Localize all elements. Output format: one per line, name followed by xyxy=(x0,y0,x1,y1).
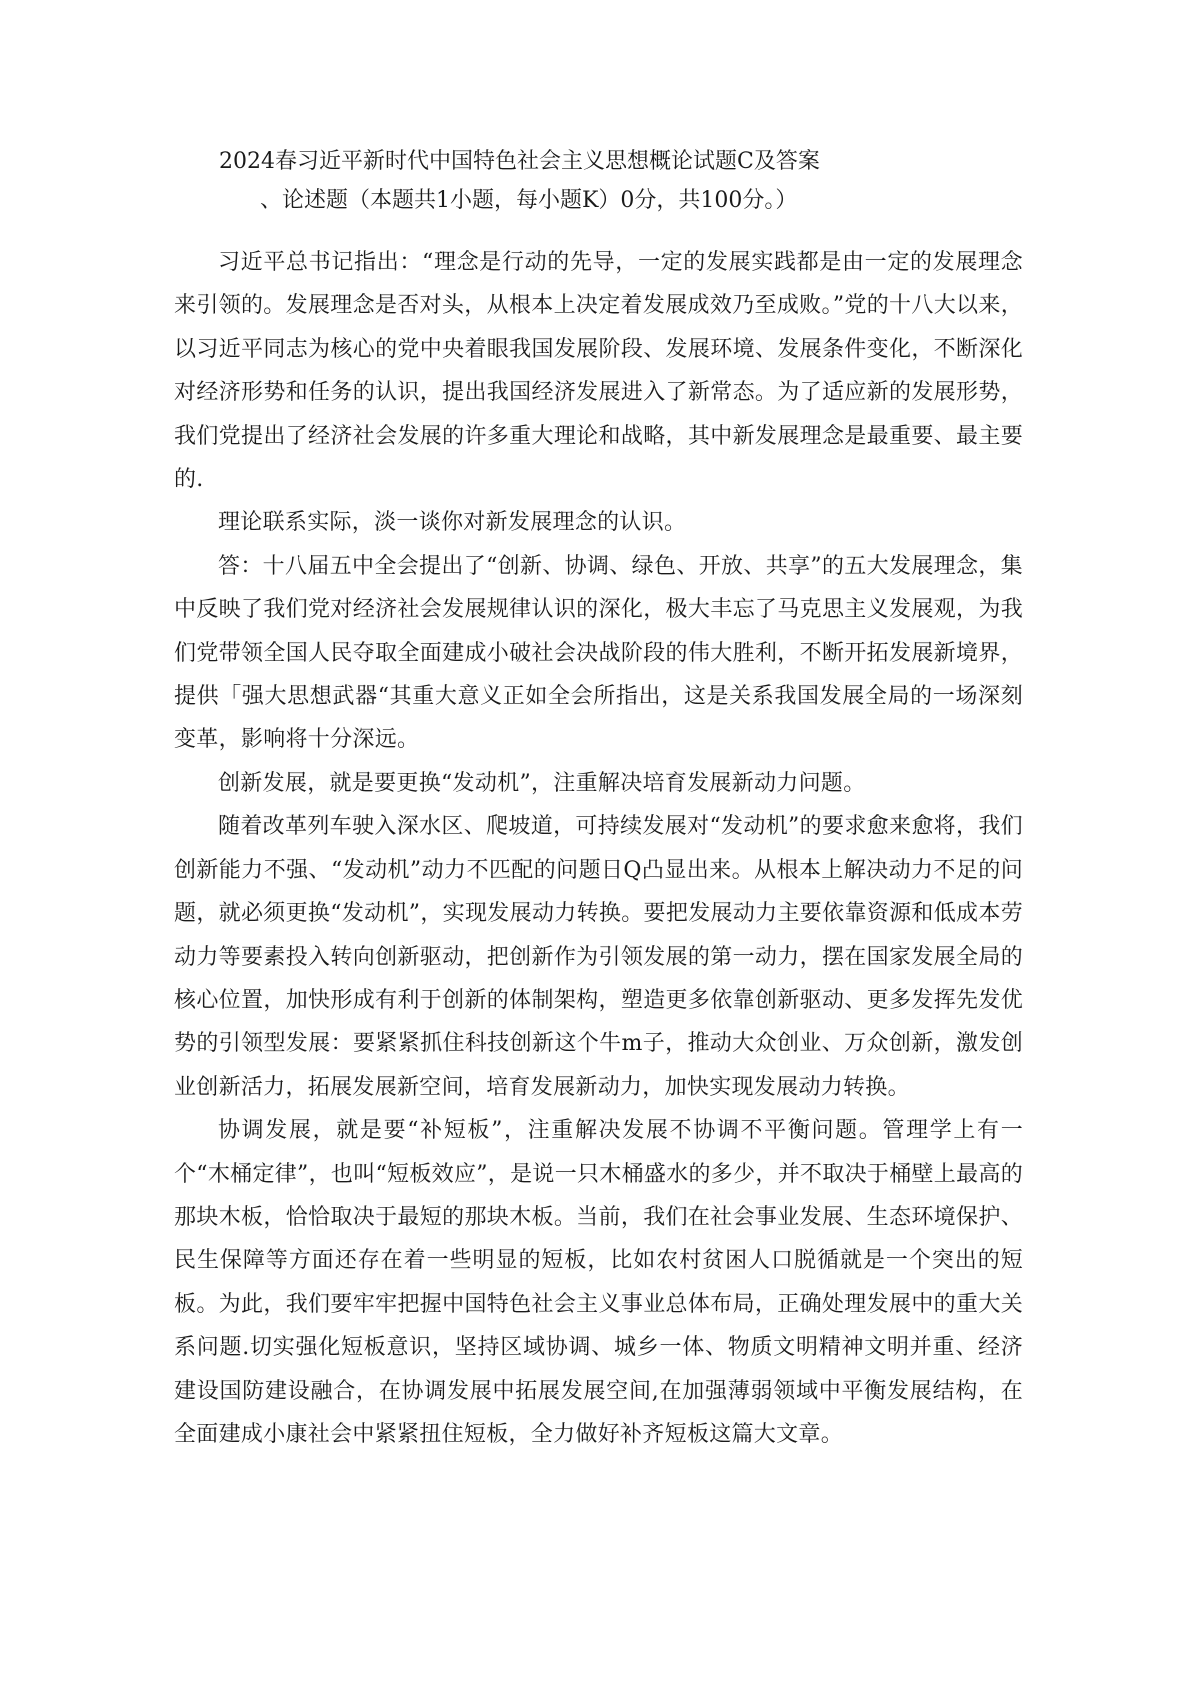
paragraph-question-quote: 习近平总书记指出：“理念是行动的先导，一定的发展实践都是由一定的发展理念来引领的。发展理念是否对头，从根本上决定着发展成效乃至成败。”党的十八大以来，以习近平同志为核心的党中央着眼我国发展阶段、发展环境、发展条件变化，不断深化对经济形势和任务的认识，提出我国经济发展进入了新常态。为了适应新的发展形势，我们党提出了经济社会发展的许多重大理论和战略，其中新发展理念是最重要、最主要的. xyxy=(174,250,1023,493)
document-body xyxy=(174,241,1023,1456)
section-heading: 、论述题（本题共1小题，每小题K）0分，共100分。） xyxy=(260,188,798,213)
paragraph-answer-intro: 答：十八届五中全会提出了“创新、协调、绿色、开放、共享”的五大发展理念，集中反映了我们党对经济社会发展规律认识的深化，极大丰忘了马克思主义发展观，为我们党带领全国人民夺取全面建成小破社会决战阶段的伟大胜利，不断开拓发展新境界，提供「强大思想武器“其重大意义正如全会所指出，这是关系我国发展全局的一场深刻变革，影响将十分深远。 xyxy=(174,553,1023,753)
paragraph-question-prompt: 理论联系实际，淡一谈你对新发展理念的认识。 xyxy=(218,510,687,536)
paragraph-innovation-detail: 随着改革列车驶入深水区、爬坡道，可持续发展对“发动机”的要求愈来愈将，我们创新能力不强、“发动机”动力不匹配的问题日Q凸显出来。从根本上解决动力不足的问题，就必须更换“发动机”，实现发展动力转换。要把发展动力主要依靠资源和低成本劳动力等要素投入转向创新驱动，把创新作为引领发展的第一动力，摆在国家发展全局的核心位置，加快形成有利于创新的体制架构，塑造更多依靠创新驱动、更多发挥先发优势的引领型发展：要紧紧抓住科技创新这个牛m子，推动大众创业、万众创新，激发创业创新活力，拓展发展新空间，培育发展新动力，加快实现发展动力转换。 xyxy=(174,814,1023,1100)
document-title: 2024春习近平新时代中国特色社会主义思想概论试题C及答案 xyxy=(219,149,820,174)
paragraph-innovation-heading: 创新发展，就是要更换“发动机”，注重解决培育发展新动力问题。 xyxy=(218,770,866,796)
paragraph-coordination: 协调发展，就是要“补短板”，注重解决发展不协调不平衡问题。管理学上有一个“木桶定律”，也叫“短板效应”，是说一只木桶盛水的多少，并不取决于桶壁上最高的那块木板，恰恰取决于最短的那块木板。当前，我们在社会事业发展、生态环境保护、民生保障等方面还存在着一些明显的短板，比如农村贫困人口脱循就是一个突出的短板。为此，我们要牢牢把握中国特色社会主义事业总体布局，正确处理发展中的重大关系问题.切实强化短板意识，坚持区域协调、城乡一体、物质文明精神文明并重、经济建设国防建设融合，在协调发展中拓展发展空间,在加强薄弱领域中平衡发展结构，在全面建成小康社会中紧紧扭住短板，全力做好补齐短板这篇大文章。 xyxy=(174,1118,1023,1447)
